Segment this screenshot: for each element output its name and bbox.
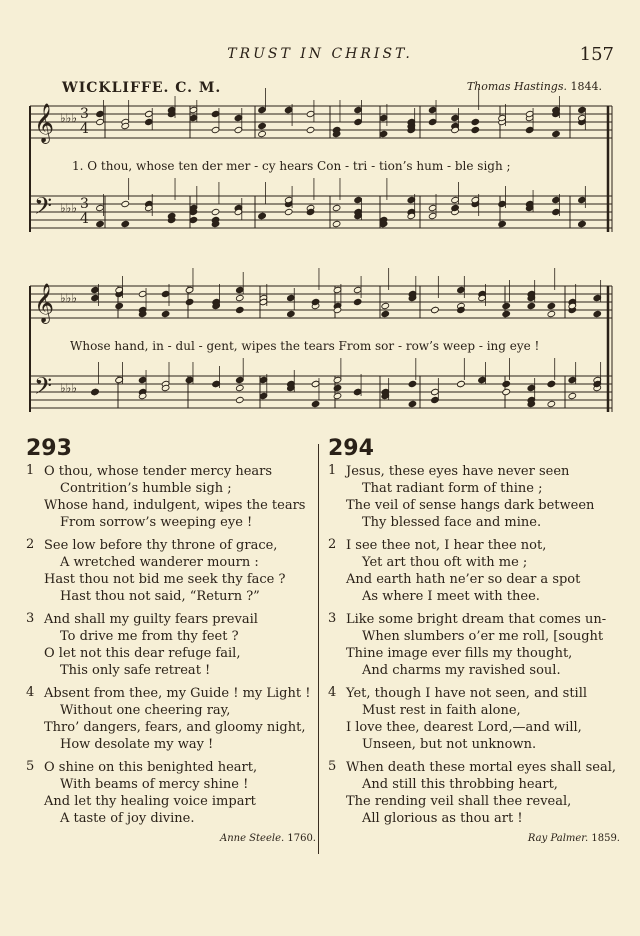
verse-line: See low before thy throne of grace, — [44, 538, 278, 553]
verse-line: And earth hath ne’er so dear a spot — [346, 572, 581, 587]
stanza — [328, 685, 620, 753]
hymn-author: Ray Palmer. — [527, 833, 589, 844]
note-head — [332, 220, 341, 227]
verse-line: When slumbers o’er me roll, [sought — [362, 629, 604, 644]
verse-line: And still this throbbing heart, — [362, 777, 558, 792]
note-head — [333, 376, 342, 383]
verse-line: The rending veil shall thee reveal, — [346, 794, 572, 809]
verse-line: Hast thou not said, “Return ?” — [60, 589, 260, 604]
verse-line: Thy blessed face and mine. — [362, 515, 542, 530]
note-head — [236, 396, 245, 403]
note-head — [91, 388, 100, 395]
note-head — [211, 110, 220, 117]
stanza — [26, 537, 316, 605]
verse-line: Absent from thee, my Guide ! my Light ! — [44, 686, 311, 701]
key-signature-flats-icon: ♭♭♭ — [60, 291, 77, 305]
verse-line: And let thy healing voice impart — [44, 794, 256, 809]
note-head — [284, 208, 293, 215]
verse-line: From sorrow’s weeping eye ! — [60, 515, 253, 530]
note-head — [333, 392, 342, 399]
note-head — [354, 106, 363, 113]
verse-line: With beams of mercy shine ! — [60, 777, 249, 792]
note-head — [96, 118, 105, 125]
hymn-year: 1859. — [591, 833, 620, 844]
stanza-number: 3 — [328, 611, 337, 626]
note-head — [258, 106, 267, 113]
time-signature: 3 — [80, 106, 89, 122]
note-head — [593, 310, 602, 317]
note-head — [91, 294, 100, 301]
note-head — [306, 110, 315, 117]
note-head — [552, 208, 561, 215]
note-head — [234, 114, 243, 121]
note-head — [354, 118, 363, 125]
time-signature: 4 — [80, 121, 89, 137]
note-head — [311, 400, 320, 407]
note-head — [547, 400, 556, 407]
note-head — [236, 286, 245, 293]
hymn-stanzas — [328, 463, 620, 827]
verse-line: Whose hand, indulgent, wipes the tears — [44, 498, 306, 513]
verse-line: And charms my ravished soul. — [362, 663, 561, 678]
note-head — [354, 196, 363, 203]
verse-line: Like some bright dream that comes un- — [346, 612, 607, 627]
note-head — [379, 130, 388, 137]
hymn-attribution — [26, 833, 316, 844]
stanza-number: 2 — [26, 537, 35, 552]
note-head — [381, 310, 390, 317]
note-head — [525, 126, 534, 133]
music-score — [0, 0, 640, 440]
note-head — [527, 302, 536, 309]
note-head — [568, 376, 577, 383]
verse-line: Contrition’s humble sigh ; — [60, 481, 232, 496]
note-head — [258, 212, 267, 219]
hymn-number: 293 — [26, 436, 72, 461]
note-head — [185, 286, 194, 293]
stanza — [26, 463, 316, 531]
note-head — [431, 396, 440, 403]
note-head — [502, 310, 511, 317]
hymn-author: Anne Steele. — [219, 833, 285, 844]
note-head — [236, 384, 245, 391]
note-head — [284, 106, 293, 113]
note-head — [236, 294, 245, 301]
note-head — [311, 380, 320, 387]
verse-line: Hast thou not bid me seek thy face ? — [44, 572, 286, 587]
note-head — [547, 310, 556, 317]
stanza-number: 1 — [328, 463, 337, 478]
stanza-number: 5 — [328, 759, 337, 774]
tune-name: WICKLIFFE. C. M. — [62, 80, 222, 96]
note-head — [96, 204, 105, 211]
verse-line: Without one cheering ray, — [60, 703, 231, 718]
treble-clef-icon: 𝄞 — [34, 103, 55, 143]
note-head — [578, 220, 587, 227]
note-head — [115, 376, 124, 383]
note-head — [527, 384, 536, 391]
note-head — [428, 106, 437, 113]
note-head — [428, 204, 437, 211]
note-head — [287, 294, 296, 301]
note-head — [258, 122, 267, 129]
barlines — [30, 106, 612, 412]
note-head — [379, 114, 388, 121]
note-head — [408, 400, 417, 407]
bass-clef-icon: 𝄢 — [34, 372, 53, 405]
note-head — [236, 306, 245, 313]
composer-name: Thomas Hastings. — [466, 80, 567, 93]
verse-line: Must rest in faith alone, — [362, 703, 521, 718]
note-head — [185, 376, 194, 383]
lyric-line-1: 1. O thou, whose ten der mer - cy hears Con - tri - tion’s hum - ble sigh ; — [72, 159, 511, 173]
note-head — [353, 298, 362, 305]
stanza-number: 3 — [26, 611, 35, 626]
note-head — [121, 200, 130, 207]
verse-line: A wretched wanderer mourn : — [60, 555, 259, 570]
hymn-attribution — [328, 833, 620, 844]
verse-line: How desolate my way ! — [60, 737, 214, 752]
verse-line: To drive me from thy feet ? — [60, 629, 239, 644]
note-head — [381, 302, 390, 309]
note-head — [333, 384, 342, 391]
note-head — [478, 376, 487, 383]
note-head — [185, 298, 194, 305]
note-head — [502, 388, 511, 395]
lyric-line-2: Whose hand, in - dul - gent, wipes the tears From sor - row’s weep - ing eye ! — [70, 339, 540, 353]
page-header-title: TRUST IN CHRIST. — [227, 46, 413, 62]
note-head — [258, 130, 267, 137]
verse-line: Unseen, but not unknown. — [362, 737, 537, 752]
note-head — [552, 130, 561, 137]
verse-line: I love thee, dearest Lord,—and will, — [346, 720, 582, 735]
note-head — [234, 126, 243, 133]
notes — [91, 88, 602, 408]
verse-line: Yet, though I have not seen, and still — [346, 686, 588, 701]
hymn-294 — [328, 436, 620, 844]
note-head — [498, 220, 507, 227]
note-head — [96, 220, 105, 227]
note-head — [212, 380, 221, 387]
note-head — [145, 118, 154, 125]
note-head — [502, 302, 511, 309]
verse-line: The veil of sense hangs dark between — [346, 498, 595, 513]
stanza — [328, 537, 620, 605]
verse-line: And shall my guilty fears prevail — [44, 612, 258, 627]
note-head — [578, 106, 587, 113]
stanza-number: 1 — [26, 463, 35, 478]
time-signature: 4 — [80, 211, 89, 227]
stanza — [26, 685, 316, 753]
note-head — [457, 286, 466, 293]
verse-line: When death these mortal eyes shall seal, — [346, 760, 617, 775]
verse-line: A taste of joy divine. — [60, 811, 195, 826]
note-head — [471, 118, 480, 125]
note-head — [431, 388, 440, 395]
stanza-number: 4 — [328, 685, 337, 700]
verse-line: Thro’ dangers, fears, and gloomy night, — [44, 720, 306, 735]
note-head — [211, 126, 220, 133]
note-head — [578, 196, 587, 203]
note-head — [121, 220, 130, 227]
note-head — [353, 388, 362, 395]
note-head — [451, 114, 460, 121]
composer-year: 1844. — [570, 80, 602, 93]
note-head — [161, 310, 170, 317]
key-signature-flats-icon: ♭♭♭ — [60, 201, 77, 215]
verse-line: This only safe retreat ! — [60, 663, 211, 678]
key-signature-flats-icon: ♭♭♭ — [60, 111, 77, 125]
verse-line: As where I meet with thee. — [362, 589, 540, 604]
note-head — [431, 306, 440, 313]
treble-clef-icon: 𝄞 — [34, 283, 55, 323]
note-head — [138, 376, 147, 383]
verse-line: Yet art thou oft with me ; — [362, 555, 528, 570]
note-head — [568, 392, 577, 399]
key-signature-flats-icon: ♭♭♭ — [60, 381, 77, 395]
note-head — [408, 380, 417, 387]
bass-clef-icon: 𝄢 — [34, 192, 53, 225]
verse-line: That radiant form of thine ; — [362, 481, 543, 496]
note-head — [96, 110, 105, 117]
stanza-number: 4 — [26, 685, 35, 700]
note-head — [287, 310, 296, 317]
column-divider — [318, 444, 319, 854]
note-head — [332, 204, 341, 211]
verse-line: O shine on this benighted heart, — [44, 760, 258, 775]
note-head — [498, 200, 507, 207]
note-head — [306, 126, 315, 133]
staff-lines — [30, 106, 612, 408]
note-head — [333, 286, 342, 293]
hymn-293 — [26, 436, 316, 844]
note-head — [593, 294, 602, 301]
verse-line: I see thee not, I hear thee not, — [346, 538, 547, 553]
stanza — [26, 611, 316, 679]
stanza — [328, 611, 620, 679]
stanza — [328, 759, 620, 827]
note-head — [428, 118, 437, 125]
note-head — [138, 290, 147, 297]
note-head — [145, 110, 154, 117]
note-head — [236, 376, 245, 383]
note-head — [115, 302, 124, 309]
note-head — [91, 286, 100, 293]
note-head — [211, 208, 220, 215]
verse-line: Jesus, these eyes have never seen — [346, 464, 570, 479]
note-head — [457, 380, 466, 387]
page-number: 157 — [579, 44, 614, 65]
note-head — [407, 196, 416, 203]
stanza — [328, 463, 620, 531]
verse-line: O let not this dear refuge fail, — [44, 646, 241, 661]
hymn-year: 1760. — [287, 833, 316, 844]
verse-line: All glorious as thou art ! — [362, 811, 523, 826]
note-head — [353, 286, 362, 293]
note-head — [428, 212, 437, 219]
note-head — [547, 380, 556, 387]
note-head — [161, 290, 170, 297]
verse-line: O thou, whose tender mercy hears — [44, 464, 273, 479]
stanza — [26, 759, 316, 827]
stanza-number: 5 — [26, 759, 35, 774]
note-head — [552, 196, 561, 203]
note-head — [451, 196, 460, 203]
stanza-number: 2 — [328, 537, 337, 552]
time-signature: 3 — [80, 196, 89, 212]
hymn-number: 294 — [328, 436, 374, 461]
note-head — [547, 302, 556, 309]
verse-line: Thine image ever fills my thought, — [346, 646, 573, 661]
note-head — [471, 126, 480, 133]
clefs-and-signatures — [34, 103, 89, 405]
hymn-stanzas — [26, 463, 316, 827]
note-head — [502, 380, 511, 387]
